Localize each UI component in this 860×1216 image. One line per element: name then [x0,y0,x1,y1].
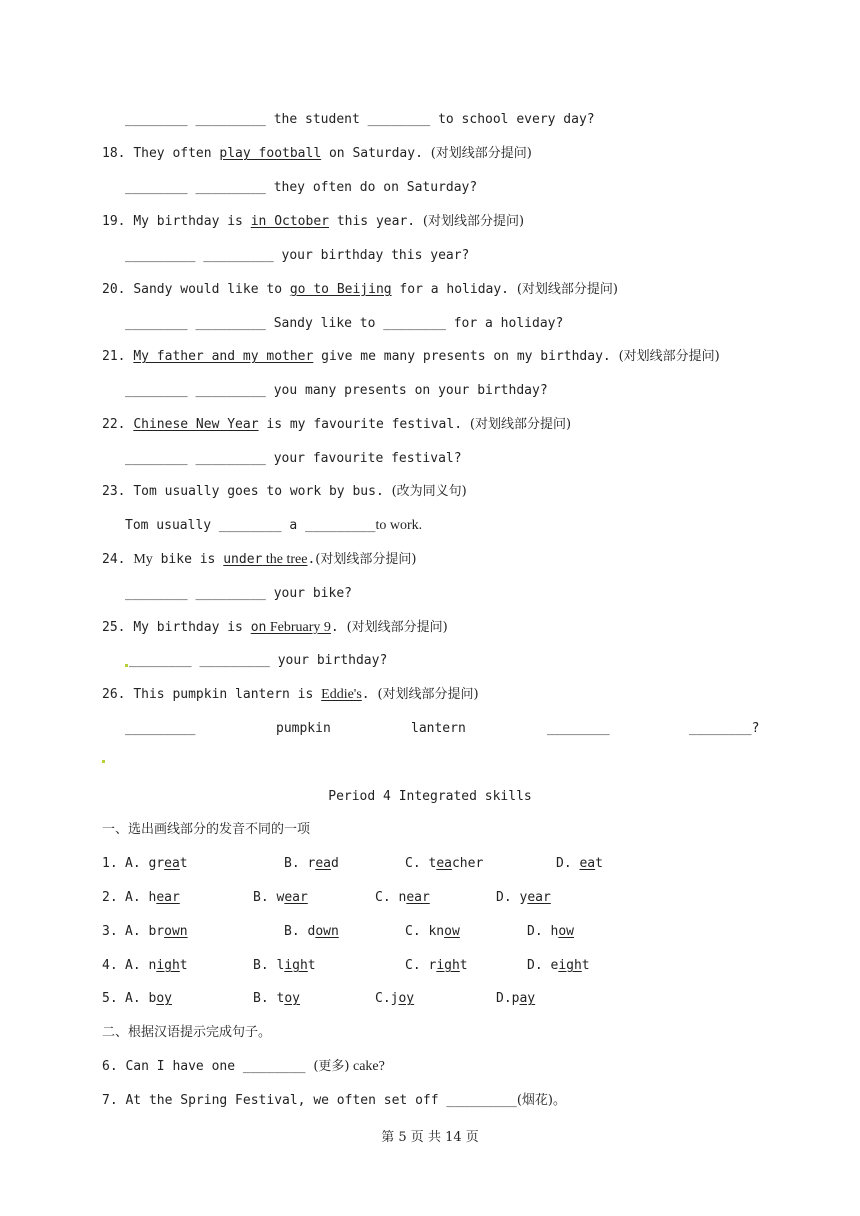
q26-number: 26. [102,687,126,702]
option-letter: B. [284,856,300,871]
phonics-option [253,889,308,907]
option-letter: B. [253,890,269,905]
q19-post: this year. [329,214,423,229]
option-letter: D. [527,958,543,973]
q25-pre: My birthday is [133,620,251,635]
q7-pre: At the Spring Festival, we often set off _________ [125,1093,517,1108]
footer-b: 页 [410,1130,424,1145]
q25-answer: ________ _________ your birthday? [129,653,388,668]
q21-underlined: My father and my mother [133,349,314,364]
phonics-option [253,990,300,1008]
q23-answer-b: to work. [375,518,423,533]
phonics-option [284,855,339,873]
question-21 [102,348,720,366]
q6-pre: Can I have one ________ [125,1059,314,1074]
q24-underlined-a: under [223,552,263,567]
q18-pre: They often [133,146,220,161]
q25-number: 25. [102,620,126,635]
phonics-option [556,855,603,873]
word-underlined-part: own [164,924,188,939]
word-underlined-part: oy [156,991,172,1006]
phonics-option [375,990,414,1008]
word-prefix: p [511,991,520,1006]
q25-post: . [330,620,347,635]
q20-underlined: go to Beijing [289,282,392,297]
word-underlined-part: own [315,924,339,939]
word-underlined-part: ear [156,890,180,905]
q19-pre: My birthday is [133,214,251,229]
q25-underlined-b: February 9 [266,620,331,635]
q26-post: . [361,687,378,702]
option-letter: D. [496,890,512,905]
option-letter: C. [375,890,391,905]
q6-number: 6. [102,1059,118,1074]
question-7 [102,1092,566,1110]
question-20 [102,281,618,299]
q18-answer: ________ _________ they often do on Saturday? [125,180,478,195]
footer-a: 第 [381,1130,395,1145]
q21-instruction: (对划线部分提问) [618,349,720,364]
option-letter: D. [527,924,543,939]
q23-answer-a: Tom usually ________ a _________ [125,518,376,533]
word-underlined-part: ay [519,991,536,1006]
phonics-option [375,889,430,907]
q18-number: 18. [102,146,126,161]
word-prefix: kn [428,924,445,939]
phonics-option [284,923,339,941]
word-prefix: n [398,890,407,905]
q6-hint: (更多) [313,1059,350,1074]
word-prefix: e [550,958,559,973]
question-25 [102,619,448,637]
q26-instruction: (对划线部分提问) [377,687,479,702]
q19-answer: _________ _________ your birthday this year? [125,248,470,263]
word-prefix: n [148,958,157,973]
section1-title: 一、选出画线部分的发音不同的一项 [102,822,311,837]
phonics-number: 4. [102,958,118,973]
q26-answer-blank-3: ________? [689,721,760,736]
marker-dot [102,760,105,763]
q7-post: 。 [552,1093,566,1108]
q23-number: 23. [102,484,126,499]
option-letter: A. [125,991,141,1006]
phonics-option [125,990,172,1008]
option-letter: B. [284,924,300,939]
phonics-option [527,957,590,975]
q18-instruction: (对划线部分提问) [430,146,532,161]
phonics-number: 5. [102,991,118,1006]
word-prefix: h [550,924,559,939]
q24-instruction: (对划线部分提问) [315,552,417,567]
word-prefix: y [519,890,528,905]
phonics-option [527,923,574,941]
question-23 [102,483,467,501]
word-prefix: b [148,991,157,1006]
q23-answer [125,517,422,535]
q7-hint: (烟花) [516,1093,553,1108]
word-prefix: t [276,991,285,1006]
word-underlined-part: igh [284,958,308,973]
phonics-option [125,923,188,941]
word-suffix: t [307,958,316,973]
word-prefix: r [307,856,316,871]
phonics-option [405,855,483,873]
q22-instruction: (对划线部分提问) [469,417,572,432]
marker-dot [125,664,128,667]
word-suffix: t [459,958,468,973]
q24-answer: ________ _________ your bike? [125,586,352,601]
word-underlined-part: ow [444,924,460,939]
q24-number: 24. [102,552,126,567]
word-prefix: gr [148,856,165,871]
word-suffix: d [330,856,339,871]
word-underlined-part: ow [558,924,574,939]
q23-instruction: (改为同义句) [391,484,467,499]
q18-underlined: play football [219,146,322,161]
phonics-option [125,855,188,873]
footer-d: 页 [465,1130,479,1145]
option-letter: A. [125,924,141,939]
question-26 [102,686,479,704]
phonics-number: 3. [102,924,118,939]
q23-text: Tom usually goes to work by bus. [133,484,392,499]
option-letter: A. [125,958,141,973]
word-prefix: l [276,958,285,973]
question-6 [102,1058,385,1076]
q21-answer: ________ _________ you many presents on your birthday? [125,383,548,398]
option-letter: D. [556,856,572,871]
word-underlined-part: igh [436,958,460,973]
word-underlined-part: ea [315,856,331,871]
question-19 [102,213,524,231]
q26-answer-word-1: pumpkin [276,721,331,736]
option-letter: A. [125,890,141,905]
q22-post: is my favourite festival. [258,417,470,432]
option-letter: B. [253,991,269,1006]
q24-pre-a: My [133,552,153,567]
phonics-number: 1. [102,856,118,871]
word-suffix: t [581,958,590,973]
q19-underlined: in October [250,214,329,229]
word-underlined-part: ea [579,856,596,871]
word-prefix: r [428,958,437,973]
word-prefix: j [390,991,399,1006]
question-18 [102,145,532,163]
q20-pre: Sandy would like to [133,282,290,297]
word-underlined-part: oy [398,991,415,1006]
word-prefix: br [148,924,165,939]
phonics-option [496,889,551,907]
word-suffix: t [179,958,188,973]
footer-total: 14 [445,1130,462,1145]
option-letter: D. [496,991,512,1006]
q22-answer: ________ _________ your favourite festival? [125,451,462,466]
question-22 [102,416,571,434]
q20-number: 20. [102,282,126,297]
footer-c: 共 [427,1130,441,1145]
word-underlined-part: ear [406,890,430,905]
phonics-option [125,957,188,975]
phonics-option [496,990,535,1008]
option-letter: A. [125,856,141,871]
phonics-option [405,957,468,975]
word-prefix: w [276,890,285,905]
word-suffix: t [595,856,603,871]
word-prefix: d [307,924,316,939]
q22-number: 22. [102,417,126,432]
period-title: Period 4 Integrated skills [328,789,532,804]
q20-answer: ________ _________ Sandy like to ________ for a holiday? [125,316,564,331]
phonics-option [253,957,316,975]
option-letter: B. [253,958,269,973]
q25-instruction: (对划线部分提问) [346,620,448,635]
q20-post: for a holiday. [391,282,517,297]
q24-pre-b: bike is [152,552,224,567]
option-letter: C. [405,856,421,871]
q21-post: give me many presents on my birthday. [313,349,619,364]
word-underlined-part: ea [164,856,180,871]
q26-underlined: Eddie's [321,687,362,702]
footer-page: 5 [398,1130,407,1145]
word-underlined-part: ear [527,890,551,905]
word-underlined-part: ea [436,856,452,871]
word-suffix: cher [451,856,484,871]
phonics-number: 2. [102,890,118,905]
q26-answer-blank-2: ________ [547,721,610,736]
q17-answer: ________ _________ the student ________ to school every day? [125,112,595,127]
q21-number: 21. [102,349,126,364]
option-letter: C. [375,991,391,1006]
phonics-option [405,923,460,941]
word-underlined-part: igh [156,958,180,973]
word-suffix: t [179,856,188,871]
q19-instruction: (对划线部分提问) [422,214,525,229]
q24-post: . [307,552,316,567]
word-prefix: t [428,856,437,871]
word-underlined-part: ear [284,890,308,905]
section2-title: 二、根据汉语提示完成句子。 [102,1025,272,1040]
phonics-option [125,889,180,907]
question-24 [102,551,416,569]
q26-pre: This pumpkin lantern is [133,687,322,702]
q20-instruction: (对划线部分提问) [516,282,618,297]
q26-answer-word-2: lantern [411,721,466,736]
q19-number: 19. [102,214,126,229]
q7-number: 7. [102,1093,118,1108]
q18-post: on Saturday. [321,146,431,161]
page-footer [0,1129,860,1147]
q26-answer-blank-1: _________ [125,721,196,736]
word-underlined-part: oy [284,991,300,1006]
q22-underlined: Chinese New Year [133,417,259,432]
option-letter: C. [405,924,421,939]
q6-post: cake? [349,1059,385,1074]
q24-underlined-b: the tree [262,552,308,567]
word-underlined-part: igh [558,958,582,973]
option-letter: C. [405,958,421,973]
word-prefix: h [148,890,157,905]
q25-underlined-a: on [250,620,267,635]
